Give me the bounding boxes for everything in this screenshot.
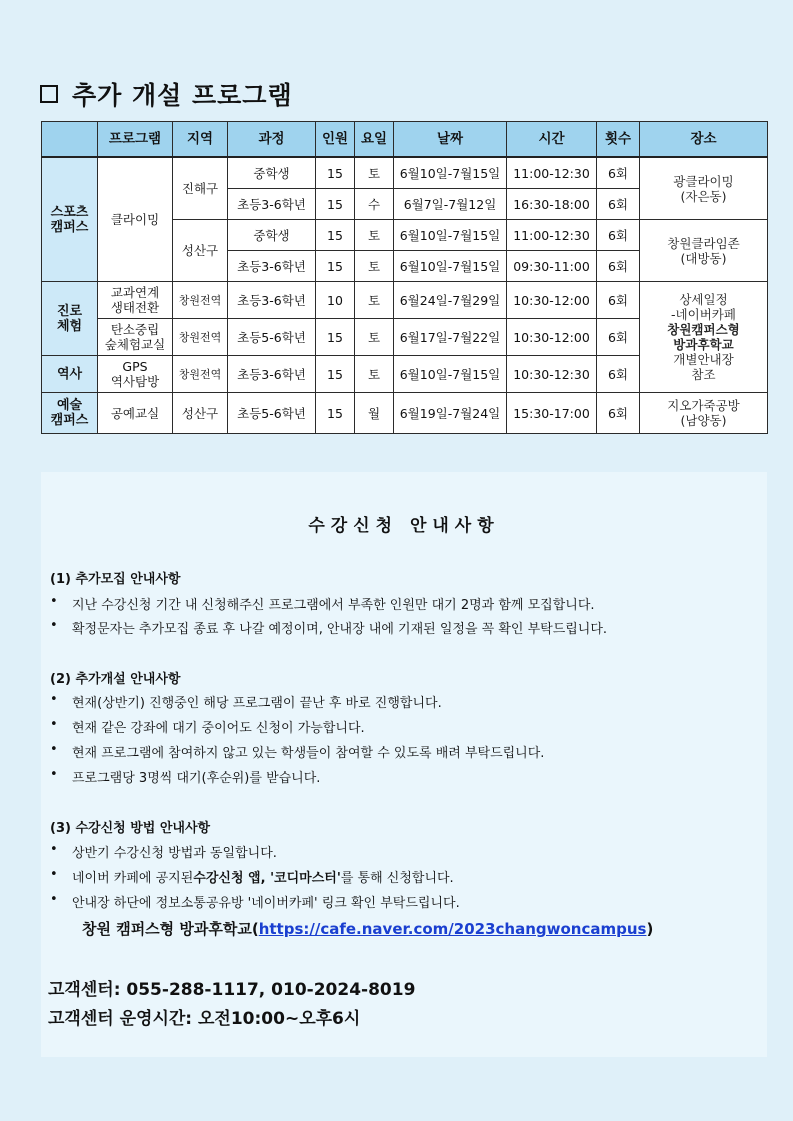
date-cell: 6월10일-7월15일 [394, 157, 507, 189]
header-cell: 과정 [228, 122, 316, 158]
times-cell: 6회 [597, 393, 640, 434]
count-cell: 15 [316, 251, 355, 282]
day-cell: 수 [355, 189, 394, 220]
bullet-icon: • [50, 767, 58, 782]
header-cell: 지역 [173, 122, 228, 158]
times-cell: 6회 [597, 220, 640, 251]
header-cell [42, 122, 98, 158]
count-cell: 15 [316, 393, 355, 434]
table-row [42, 393, 768, 434]
count-cell: 15 [316, 356, 355, 393]
times-cell: 6회 [597, 251, 640, 282]
time-cell: 10:30-12:00 [507, 282, 597, 319]
day-cell: 월 [355, 393, 394, 434]
contact-phone: 고객센터: 055-288-1117, 010-2024-8019 [48, 980, 416, 1000]
table-header-row [42, 122, 768, 158]
info-panel [41, 472, 767, 1057]
date-cell: 6월10일-7월15일 [394, 251, 507, 282]
place-cell: 지오가죽공방 (남양동) [640, 393, 768, 434]
category-cell: 역사 [42, 356, 98, 393]
count-cell: 15 [316, 220, 355, 251]
program-table [41, 121, 768, 434]
program-cell: 공예교실 [98, 393, 173, 434]
bullet-icon: • [50, 594, 58, 609]
contact-hours: 고객센터 운영시간: 오전10:00~오후6시 [48, 1009, 361, 1029]
time-cell: 16:30-18:00 [507, 189, 597, 220]
header-cell: 프로그램 [98, 122, 173, 158]
info-title: 수강신청 안내사항 [308, 516, 500, 536]
count-cell: 15 [316, 189, 355, 220]
time-cell: 11:00-12:30 [507, 220, 597, 251]
course-cell: 초등3-6학년 [228, 251, 316, 282]
program-cell: 탄소중립 숲체험교실 [98, 319, 173, 356]
program-cell: GPS 역사탐방 [98, 356, 173, 393]
date-cell: 6월7일-7월12일 [394, 189, 507, 220]
bullet-icon: • [50, 618, 58, 633]
region-cell: 창원전역 [173, 282, 228, 319]
list-item: • 확정문자는 추가모집 종료 후 나갈 예정이며, 안내장 내에 기재된 일정을 꼭 확인 부탁드립니다. [50, 618, 608, 637]
cafe-link-line: 창원 캠퍼스형 방과후학교(https://cafe.naver.com/2023changwoncampus) [82, 920, 654, 938]
course-cell: 중학생 [228, 220, 316, 251]
section-heading: (3) 수강신청 방법 안내사항 [50, 821, 211, 836]
category-cell: 예술 캠퍼스 [42, 393, 98, 434]
time-cell: 15:30-17:00 [507, 393, 597, 434]
region-cell: 창원전역 [173, 356, 228, 393]
list-item: • 현재(상반기) 진행중인 해당 프로그램이 끝난 후 바로 진행합니다. [50, 692, 442, 711]
course-cell: 중학생 [228, 157, 316, 189]
place-cell: 창원클라임존 (대방동) [640, 220, 768, 282]
day-cell: 토 [355, 251, 394, 282]
category-cell: 스포츠 캠퍼스 [42, 157, 98, 282]
region-cell: 성산구 [173, 393, 228, 434]
table-row [42, 157, 768, 189]
times-cell: 6회 [597, 189, 640, 220]
bullet-icon: • [50, 842, 58, 857]
day-cell: 토 [355, 220, 394, 251]
bullet-icon: • [50, 867, 58, 882]
course-cell: 초등3-6학년 [228, 282, 316, 319]
bullet-icon: • [50, 717, 58, 732]
list-item: • 지난 수강신청 기간 내 신청해주신 프로그램에서 부족한 인원만 대기 2명과 함께 모집합니다. [50, 594, 595, 613]
header-cell: 시간 [507, 122, 597, 158]
day-cell: 토 [355, 282, 394, 319]
list-item: • 네이버 카페에 공지된 수강신청 앱, '코디마스터' 를 통해 신청합니다. [50, 867, 454, 886]
course-cell: 초등3-6학년 [228, 356, 316, 393]
day-cell: 토 [355, 356, 394, 393]
header-cell: 날짜 [394, 122, 507, 158]
course-cell: 초등5-6학년 [228, 319, 316, 356]
table-row [42, 282, 768, 319]
category-cell: 진로 체험 [42, 282, 98, 356]
course-cell: 초등5-6학년 [228, 393, 316, 434]
bullet-icon: • [50, 742, 58, 757]
region-cell: 진해구 [173, 157, 228, 220]
course-cell: 초등3-6학년 [228, 189, 316, 220]
day-cell: 토 [355, 157, 394, 189]
program-cell: 교과연계 생태전환 [98, 282, 173, 319]
region-cell: 창원전역 [173, 319, 228, 356]
times-cell: 6회 [597, 157, 640, 189]
bullet-icon: • [50, 692, 58, 707]
place-cell: 광클라이밍 (자은동) [640, 157, 768, 220]
count-cell: 10 [316, 282, 355, 319]
times-cell: 6회 [597, 319, 640, 356]
times-cell: 6회 [597, 356, 640, 393]
section-heading: (2) 추가개설 안내사항 [50, 672, 181, 687]
place-cell: 상세일정 -네이버카페 창원캠퍼스형 방과후학교 개별안내장 참조 [640, 282, 768, 393]
count-cell: 15 [316, 319, 355, 356]
time-cell: 09:30-11:00 [507, 251, 597, 282]
date-cell: 6월10일-7월15일 [394, 220, 507, 251]
list-item: • 현재 프로그램에 참여하지 않고 있는 학생들이 참여할 수 있도록 배려 부탁드립니다. [50, 742, 545, 761]
list-item: • 상반기 수강신청 방법과 동일합니다. [50, 842, 277, 861]
header-cell: 장소 [640, 122, 768, 158]
page-title-text: 추가 개설 프로그램 [72, 81, 293, 110]
section-heading: (1) 추가모집 안내사항 [50, 572, 181, 587]
header-cell: 인원 [316, 122, 355, 158]
time-cell: 10:30-12:00 [507, 319, 597, 356]
header-cell: 요일 [355, 122, 394, 158]
list-item: • 현재 같은 강좌에 대기 중이어도 신청이 가능합니다. [50, 717, 365, 736]
date-cell: 6월17일-7월22일 [394, 319, 507, 356]
cafe-link[interactable]: https://cafe.naver.com/2023changwoncampus [258, 920, 647, 938]
times-cell: 6회 [597, 282, 640, 319]
date-cell: 6월24일-7월29일 [394, 282, 507, 319]
list-item: • 안내장 하단에 정보소통공유방 '네이버카페' 링크 확인 부탁드립니다. [50, 892, 460, 911]
date-cell: 6월19일-7월24일 [394, 393, 507, 434]
time-cell: 11:00-12:30 [507, 157, 597, 189]
time-cell: 10:30-12:30 [507, 356, 597, 393]
page-title [40, 76, 293, 112]
list-item: • 프로그램당 3명씩 대기(후순위)를 받습니다. [50, 767, 321, 786]
program-cell: 클라이밍 [98, 157, 173, 282]
count-cell: 15 [316, 157, 355, 189]
checkbox-icon [40, 85, 58, 103]
day-cell: 토 [355, 319, 394, 356]
date-cell: 6월10일-7월15일 [394, 356, 507, 393]
bullet-icon: • [50, 892, 58, 907]
region-cell: 성산구 [173, 220, 228, 282]
header-cell: 횟수 [597, 122, 640, 158]
